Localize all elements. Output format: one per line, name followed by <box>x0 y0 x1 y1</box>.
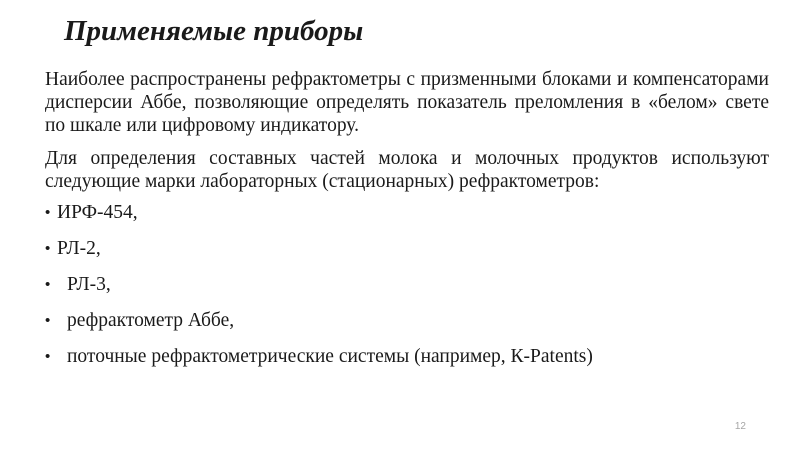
list-item <box>45 311 769 347</box>
bullet-icon: • <box>45 348 51 365</box>
list-item-text: РЛ-2, <box>57 238 101 259</box>
slide-title: Применяемые приборы <box>64 15 364 47</box>
bullet-icon: • <box>45 204 51 221</box>
slide-body <box>45 68 769 383</box>
paragraph-refractometers-intro: Наиболее распространены рефрактометры с призменными блоками и компенсаторами дисперсии Аббе, позволяющие определять показатель преломления в «белом» свете по шкале или цифровому индикатору. <box>45 69 769 136</box>
list-item <box>45 275 769 311</box>
list-item-text: рефрактометр Аббе, <box>67 310 235 331</box>
list-item <box>45 239 769 275</box>
paragraph-milk-analysis: Для определения составных частей молока и молочных продуктов используют следующие марки лабораторных (стационарных) рефрактометров: <box>45 148 769 192</box>
bullet-icon: • <box>45 276 51 293</box>
list-item <box>45 347 769 383</box>
list-item-text: РЛ-3, <box>67 274 111 295</box>
refractometer-list <box>45 203 769 383</box>
list-item <box>45 203 769 239</box>
list-item-text: поточные рефрактометрические системы (например, К-Patents) <box>67 346 593 367</box>
bullet-icon: • <box>45 312 51 329</box>
page-number: 12 <box>734 421 746 432</box>
list-item-text: ИРФ-454, <box>57 202 138 223</box>
bullet-icon: • <box>45 240 51 257</box>
